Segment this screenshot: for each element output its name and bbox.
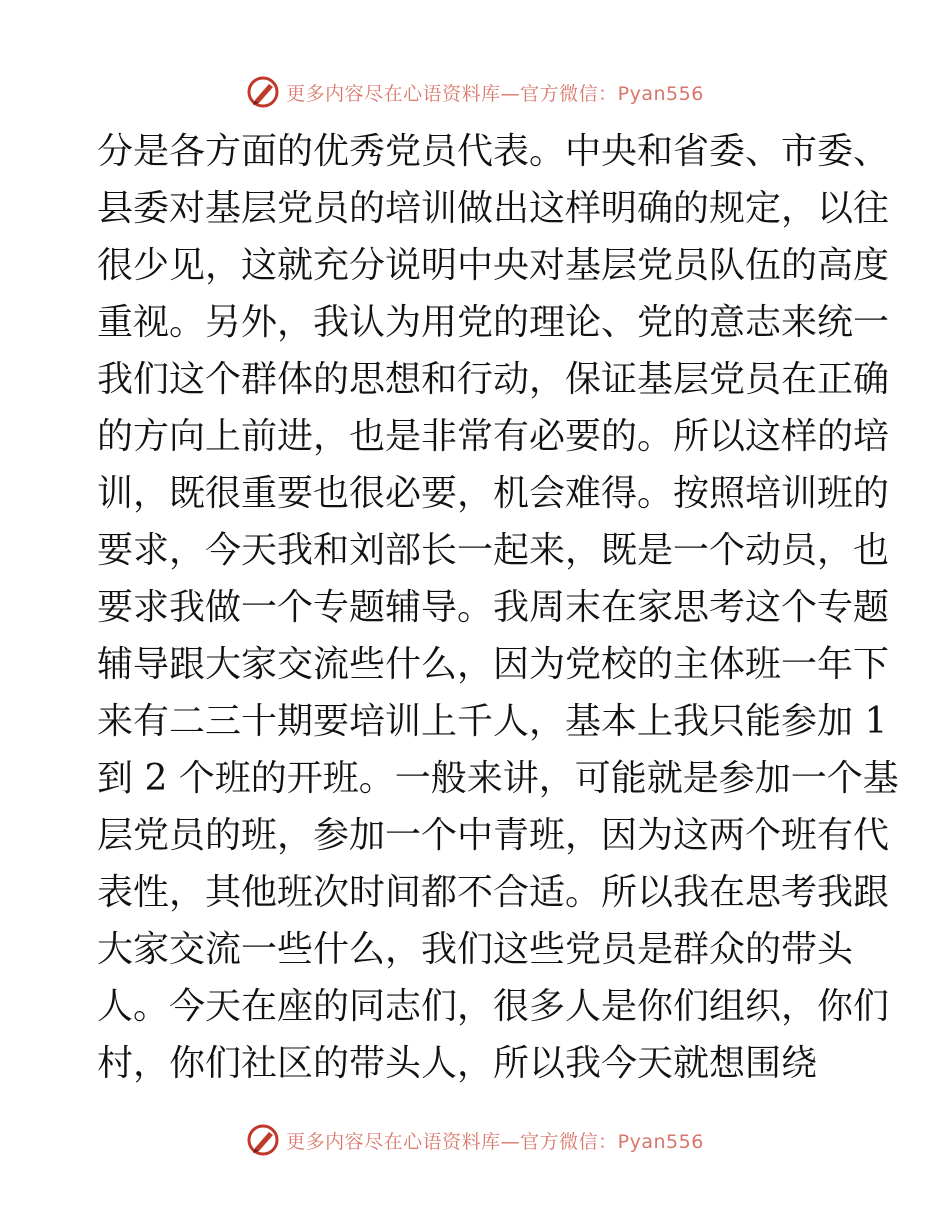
body-line: 要求我做一个专题辅导。我周末在家思考这个专题 xyxy=(97,587,890,628)
body-line: 层党员的班，参加一个中青班，因为这两个班有代 xyxy=(97,815,890,856)
body-line: 村，你们社区的带头人，所以我今天就想围绕 xyxy=(97,1043,818,1084)
body-line: 重视。另外，我认为用党的理论、党的意志来统一 xyxy=(97,302,890,343)
body-line: 我们这个群体的思想和行动，保证基层党员在正确 xyxy=(97,359,890,400)
body-line: 大家交流一些什么，我们这些党员是群众的带头 xyxy=(97,929,854,970)
body-line: 的方向上前进，也是非常有必要的。所以这样的培 xyxy=(97,416,890,457)
header-watermark-text: 更多内容尽在心语资料库—官方微信：Pyan556 xyxy=(286,82,704,105)
footer-watermark-text: 更多内容尽在心语资料库—官方微信：Pyan556 xyxy=(286,1130,704,1153)
body-line: 分是各方面的优秀党员代表。中央和省委、市委、 xyxy=(97,131,890,172)
body-line: 来有二三十期要培训上千人，基本上我只能参加 1 xyxy=(97,701,888,742)
body-line: 人。今天在座的同志们，很多人是你们组织，你们 xyxy=(97,986,890,1027)
footer-watermark xyxy=(0,1120,950,1160)
body-line: 训，既很重要也很必要，机会难得。按照培训班的 xyxy=(97,473,890,514)
header-watermark xyxy=(0,72,950,112)
document-body xyxy=(97,123,899,1092)
body-line: 辅导跟大家交流些什么，因为党校的主体班一年下 xyxy=(97,644,890,685)
body-line: 县委对基层党员的培训做出这样明确的规定，以往 xyxy=(97,188,890,229)
body-line: 到 2 个班的开班。一般来讲，可能就是参加一个基 xyxy=(97,758,899,799)
body-line: 要求，今天我和刘部长一起来，既是一个动员，也 xyxy=(97,530,890,571)
pen-in-circle-logo-icon xyxy=(246,75,280,109)
pen-in-circle-logo-icon xyxy=(246,1123,280,1157)
body-line: 很少见，这就充分说明中央对基层党员队伍的高度 xyxy=(97,245,890,286)
body-line: 表性，其他班次时间都不合适。所以我在思考我跟 xyxy=(97,872,890,913)
